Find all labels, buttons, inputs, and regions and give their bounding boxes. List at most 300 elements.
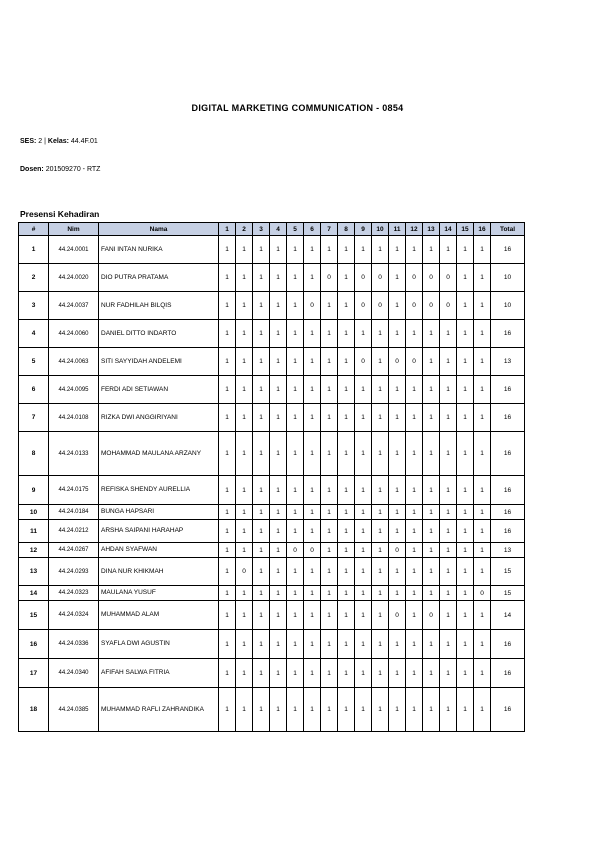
row-number: 16 [19, 630, 49, 659]
attendance-cell: 1 [287, 505, 304, 520]
attendance-cell: 1 [253, 558, 270, 586]
attendance-cell: 1 [474, 688, 491, 732]
column-header: 4 [270, 223, 287, 236]
attendance-cell: 1 [236, 601, 253, 630]
attendance-cell: 1 [440, 376, 457, 404]
attendance-cell: 1 [253, 543, 270, 558]
attendance-cell: 1 [423, 404, 440, 432]
attendance-cell: 1 [389, 432, 406, 476]
attendance-cell: 1 [270, 292, 287, 320]
attendance-cell: 1 [406, 586, 423, 601]
attendance-cell: 1 [457, 558, 474, 586]
student-id: 44.24.0060 [49, 320, 99, 348]
table-row [19, 348, 525, 376]
attendance-cell: 1 [287, 236, 304, 264]
attendance-cell: 1 [389, 376, 406, 404]
student-id: 44.24.0037 [49, 292, 99, 320]
attendance-cell: 1 [440, 348, 457, 376]
attendance-cell: 0 [304, 543, 321, 558]
attendance-cell: 1 [355, 520, 372, 543]
table-row [19, 432, 525, 476]
attendance-total: 15 [491, 558, 525, 586]
attendance-cell: 1 [287, 476, 304, 505]
column-header: 5 [287, 223, 304, 236]
attendance-cell: 1 [440, 320, 457, 348]
attendance-cell: 1 [423, 520, 440, 543]
attendance-cell: 1 [321, 688, 338, 732]
student-name: ARSHA SAIPANI HARAHAP [99, 520, 219, 543]
column-header: 9 [355, 223, 372, 236]
attendance-cell: 1 [270, 476, 287, 505]
table-row [19, 320, 525, 348]
attendance-cell: 1 [253, 630, 270, 659]
attendance-cell: 1 [321, 376, 338, 404]
attendance-cell: 1 [287, 320, 304, 348]
attendance-cell: 1 [372, 688, 389, 732]
document-title: DIGITAL MARKETING COMMUNICATION - 0854 [191, 103, 404, 113]
attendance-cell: 0 [423, 264, 440, 292]
attendance-cell: 1 [406, 630, 423, 659]
table-row [19, 236, 525, 264]
table-row [19, 601, 525, 630]
row-number: 11 [19, 520, 49, 543]
attendance-cell: 1 [423, 505, 440, 520]
table-row [19, 404, 525, 432]
attendance-cell: 1 [440, 601, 457, 630]
row-number: 12 [19, 543, 49, 558]
student-id: 44.24.0020 [49, 264, 99, 292]
attendance-cell: 1 [236, 292, 253, 320]
attendance-cell: 1 [287, 558, 304, 586]
attendance-cell: 1 [423, 558, 440, 586]
attendance-cell: 0 [440, 292, 457, 320]
attendance-cell: 0 [389, 601, 406, 630]
attendance-total: 16 [491, 376, 525, 404]
attendance-cell: 1 [338, 558, 355, 586]
attendance-cell: 1 [304, 558, 321, 586]
attendance-cell: 1 [253, 432, 270, 476]
attendance-cell: 1 [321, 505, 338, 520]
attendance-cell: 1 [304, 659, 321, 688]
attendance-cell: 1 [474, 376, 491, 404]
section-title: Presensi Kehadiran [20, 209, 100, 219]
attendance-cell: 1 [457, 320, 474, 348]
student-id: 44.24.0340 [49, 659, 99, 688]
attendance-cell: 1 [287, 404, 304, 432]
attendance-cell: 1 [457, 586, 474, 601]
attendance-cell: 1 [219, 558, 236, 586]
attendance-cell: 1 [389, 264, 406, 292]
attendance-cell: 1 [372, 558, 389, 586]
attendance-total: 16 [491, 476, 525, 505]
attendance-cell: 1 [338, 432, 355, 476]
attendance-cell: 1 [253, 601, 270, 630]
attendance-cell: 1 [372, 432, 389, 476]
attendance-cell: 1 [287, 630, 304, 659]
attendance-cell: 0 [474, 586, 491, 601]
column-header: 6 [304, 223, 321, 236]
attendance-total: 16 [491, 320, 525, 348]
column-header: 2 [236, 223, 253, 236]
student-name: NUR FADHILAH BILQIS [99, 292, 219, 320]
attendance-cell: 1 [423, 476, 440, 505]
attendance-cell: 1 [406, 659, 423, 688]
student-id: 44.24.0267 [49, 543, 99, 558]
attendance-cell: 1 [304, 348, 321, 376]
attendance-cell: 1 [219, 659, 236, 688]
attendance-total: 15 [491, 586, 525, 601]
attendance-cell: 1 [253, 264, 270, 292]
attendance-cell: 0 [389, 543, 406, 558]
attendance-cell: 1 [338, 601, 355, 630]
attendance-cell: 1 [389, 236, 406, 264]
attendance-cell: 1 [270, 543, 287, 558]
attendance-cell: 1 [372, 601, 389, 630]
attendance-cell: 1 [440, 476, 457, 505]
column-header: 3 [253, 223, 270, 236]
attendance-cell: 1 [474, 320, 491, 348]
table-row [19, 586, 525, 601]
attendance-cell: 1 [372, 543, 389, 558]
table-row [19, 476, 525, 505]
row-number: 4 [19, 320, 49, 348]
attendance-cell: 1 [457, 476, 474, 505]
attendance-total: 10 [491, 292, 525, 320]
attendance-cell: 1 [372, 586, 389, 601]
attendance-cell: 1 [355, 601, 372, 630]
attendance-cell: 1 [236, 520, 253, 543]
student-name: MAULANA YUSUF [99, 586, 219, 601]
row-number: 5 [19, 348, 49, 376]
attendance-cell: 1 [270, 348, 287, 376]
column-header: Nama [99, 223, 219, 236]
attendance-cell: 1 [253, 292, 270, 320]
attendance-cell: 1 [338, 543, 355, 558]
attendance-cell: 1 [457, 292, 474, 320]
attendance-cell: 1 [304, 432, 321, 476]
kelas-label: Kelas: [47, 138, 69, 145]
attendance-total: 16 [491, 630, 525, 659]
attendance-cell: 1 [304, 630, 321, 659]
student-name: MOHAMMAD MAULANA ARZANY [99, 432, 219, 476]
row-number: 9 [19, 476, 49, 505]
attendance-cell: 1 [219, 586, 236, 601]
student-id: 44.24.0323 [49, 586, 99, 601]
attendance-cell: 1 [236, 586, 253, 601]
attendance-cell: 1 [457, 432, 474, 476]
attendance-cell: 1 [236, 543, 253, 558]
attendance-cell: 1 [287, 432, 304, 476]
attendance-cell: 1 [474, 505, 491, 520]
attendance-cell: 1 [355, 543, 372, 558]
student-name: BUNGA HAPSARI [99, 505, 219, 520]
attendance-cell: 1 [287, 264, 304, 292]
attendance-cell: 1 [440, 558, 457, 586]
attendance-cell: 1 [406, 320, 423, 348]
row-number: 3 [19, 292, 49, 320]
attendance-cell: 1 [219, 688, 236, 732]
attendance-cell: 1 [355, 558, 372, 586]
attendance-cell: 1 [372, 376, 389, 404]
attendance-cell: 1 [423, 688, 440, 732]
attendance-cell: 1 [457, 505, 474, 520]
table-row [19, 543, 525, 558]
attendance-cell: 1 [440, 630, 457, 659]
attendance-cell: 1 [406, 543, 423, 558]
attendance-cell: 1 [338, 520, 355, 543]
attendance-cell: 1 [338, 505, 355, 520]
attendance-cell: 1 [440, 404, 457, 432]
attendance-cell: 1 [304, 601, 321, 630]
attendance-total: 16 [491, 404, 525, 432]
student-id: 44.24.0133 [49, 432, 99, 476]
attendance-cell: 1 [287, 601, 304, 630]
session-class-line: SES: 2 | Kelas: 44.4F.01 [20, 138, 98, 145]
table-row [19, 376, 525, 404]
column-header: 13 [423, 223, 440, 236]
attendance-cell: 1 [440, 236, 457, 264]
attendance-cell: 1 [406, 476, 423, 505]
attendance-cell: 1 [457, 630, 474, 659]
student-id: 44.24.0001 [49, 236, 99, 264]
attendance-cell: 1 [270, 659, 287, 688]
attendance-total: 10 [491, 264, 525, 292]
attendance-cell: 1 [338, 292, 355, 320]
table-body [19, 236, 525, 732]
attendance-cell: 1 [457, 264, 474, 292]
attendance-cell: 1 [219, 236, 236, 264]
ses-value: 2 [38, 138, 43, 145]
attendance-cell: 1 [219, 630, 236, 659]
attendance-cell: 1 [304, 520, 321, 543]
attendance-total: 13 [491, 348, 525, 376]
attendance-cell: 1 [270, 520, 287, 543]
attendance-cell: 1 [321, 659, 338, 688]
attendance-cell: 1 [423, 376, 440, 404]
attendance-cell: 1 [270, 586, 287, 601]
column-header: 16 [474, 223, 491, 236]
attendance-cell: 1 [338, 236, 355, 264]
attendance-cell: 1 [304, 688, 321, 732]
row-number: 1 [19, 236, 49, 264]
attendance-cell: 1 [355, 586, 372, 601]
attendance-cell: 1 [338, 264, 355, 292]
attendance-cell: 1 [270, 558, 287, 586]
attendance-cell: 1 [389, 688, 406, 732]
attendance-cell: 1 [270, 601, 287, 630]
attendance-cell: 1 [270, 376, 287, 404]
column-header: 10 [372, 223, 389, 236]
attendance-cell: 1 [321, 543, 338, 558]
attendance-cell: 1 [406, 376, 423, 404]
attendance-cell: 1 [406, 236, 423, 264]
attendance-cell: 1 [338, 404, 355, 432]
attendance-cell: 1 [287, 586, 304, 601]
attendance-cell: 1 [219, 292, 236, 320]
kelas-value: 44.4F.01 [70, 138, 98, 145]
attendance-cell: 1 [372, 505, 389, 520]
attendance-cell: 0 [389, 348, 406, 376]
attendance-cell: 1 [321, 520, 338, 543]
attendance-cell: 1 [355, 630, 372, 659]
attendance-cell: 1 [406, 404, 423, 432]
row-number: 13 [19, 558, 49, 586]
student-name: REFISKA SHENDY AURELLIA [99, 476, 219, 505]
table-row [19, 505, 525, 520]
student-id: 44.24.0293 [49, 558, 99, 586]
dosen-label: Dosen: [20, 166, 44, 173]
attendance-cell: 1 [287, 520, 304, 543]
attendance-cell: 1 [440, 505, 457, 520]
attendance-cell: 1 [236, 630, 253, 659]
attendance-cell: 1 [389, 505, 406, 520]
student-name: AHDAN SYAFWAN [99, 543, 219, 558]
lecturer-line [20, 166, 100, 173]
attendance-cell: 1 [457, 404, 474, 432]
attendance-cell: 1 [236, 476, 253, 505]
dosen-value: 201509270 - RTZ [45, 166, 101, 173]
attendance-cell: 1 [355, 432, 372, 476]
attendance-cell: 1 [304, 404, 321, 432]
attendance-cell: 1 [270, 320, 287, 348]
attendance-cell: 1 [304, 505, 321, 520]
student-id: 44.24.0336 [49, 630, 99, 659]
row-number: 18 [19, 688, 49, 732]
attendance-cell: 0 [355, 348, 372, 376]
attendance-cell: 1 [236, 432, 253, 476]
student-id: 44.24.0212 [49, 520, 99, 543]
attendance-cell: 1 [406, 505, 423, 520]
attendance-cell: 0 [355, 264, 372, 292]
attendance-cell: 1 [474, 292, 491, 320]
attendance-cell: 1 [219, 376, 236, 404]
attendance-cell: 1 [287, 376, 304, 404]
attendance-total: 16 [491, 236, 525, 264]
attendance-cell: 1 [253, 505, 270, 520]
attendance-cell: 1 [219, 543, 236, 558]
attendance-cell: 1 [440, 543, 457, 558]
attendance-cell: 1 [304, 586, 321, 601]
attendance-cell: 0 [406, 348, 423, 376]
attendance-cell: 1 [474, 543, 491, 558]
attendance-cell: 1 [457, 659, 474, 688]
attendance-cell: 1 [304, 476, 321, 505]
row-number: 7 [19, 404, 49, 432]
attendance-cell: 1 [219, 320, 236, 348]
attendance-cell: 1 [423, 348, 440, 376]
table-row [19, 630, 525, 659]
attendance-cell: 1 [338, 376, 355, 404]
attendance-cell: 1 [321, 630, 338, 659]
attendance-cell: 1 [236, 320, 253, 348]
attendance-cell: 1 [304, 264, 321, 292]
attendance-cell: 1 [457, 520, 474, 543]
attendance-cell: 0 [321, 264, 338, 292]
attendance-cell: 1 [321, 292, 338, 320]
attendance-cell: 1 [321, 476, 338, 505]
attendance-cell: 1 [423, 432, 440, 476]
row-number: 6 [19, 376, 49, 404]
student-name: DANIEL DITTO INDARTO [99, 320, 219, 348]
attendance-cell: 1 [389, 659, 406, 688]
attendance-cell: 1 [253, 236, 270, 264]
attendance-cell: 1 [355, 659, 372, 688]
attendance-cell: 1 [389, 586, 406, 601]
attendance-cell: 1 [372, 659, 389, 688]
attendance-cell: 1 [321, 348, 338, 376]
attendance-cell: 1 [236, 404, 253, 432]
attendance-cell: 1 [372, 404, 389, 432]
attendance-cell: 1 [321, 601, 338, 630]
row-number: 17 [19, 659, 49, 688]
attendance-cell: 1 [253, 688, 270, 732]
student-name: RIZKA DWI ANGGIRIYANI [99, 404, 219, 432]
attendance-cell: 0 [406, 264, 423, 292]
attendance-cell: 1 [287, 348, 304, 376]
attendance-cell: 1 [440, 688, 457, 732]
attendance-cell: 1 [304, 376, 321, 404]
attendance-cell: 1 [219, 505, 236, 520]
attendance-cell: 1 [474, 520, 491, 543]
attendance-cell: 0 [440, 264, 457, 292]
attendance-cell: 1 [338, 659, 355, 688]
row-number: 8 [19, 432, 49, 476]
attendance-cell: 1 [355, 404, 372, 432]
column-header: 8 [338, 223, 355, 236]
attendance-cell: 1 [321, 432, 338, 476]
attendance-cell: 1 [355, 505, 372, 520]
column-header: # [19, 223, 49, 236]
attendance-cell: 0 [355, 292, 372, 320]
row-number: 2 [19, 264, 49, 292]
attendance-cell: 1 [321, 586, 338, 601]
attendance-cell: 1 [474, 558, 491, 586]
column-header: 12 [406, 223, 423, 236]
attendance-cell: 1 [338, 348, 355, 376]
attendance-total: 16 [491, 520, 525, 543]
attendance-cell: 1 [355, 688, 372, 732]
attendance-cell: 1 [321, 558, 338, 586]
attendance-cell: 1 [474, 348, 491, 376]
attendance-cell: 1 [236, 376, 253, 404]
attendance-table [18, 222, 525, 732]
attendance-total: 16 [491, 688, 525, 732]
attendance-cell: 1 [355, 320, 372, 348]
attendance-cell: 1 [389, 558, 406, 586]
attendance-cell: 1 [372, 476, 389, 505]
attendance-cell: 1 [389, 476, 406, 505]
attendance-cell: 0 [287, 543, 304, 558]
student-id: 44.24.0175 [49, 476, 99, 505]
attendance-cell: 1 [253, 320, 270, 348]
attendance-cell: 1 [474, 432, 491, 476]
table-row [19, 292, 525, 320]
attendance-cell: 1 [253, 520, 270, 543]
student-id: 44.24.0095 [49, 376, 99, 404]
attendance-cell: 1 [406, 432, 423, 476]
student-name: FANI INTAN NURIKA [99, 236, 219, 264]
table-row [19, 659, 525, 688]
student-name: DINA NUR KHIKMAH [99, 558, 219, 586]
attendance-total: 16 [491, 505, 525, 520]
attendance-cell: 1 [423, 543, 440, 558]
row-number: 10 [19, 505, 49, 520]
student-id: 44.24.0184 [49, 505, 99, 520]
attendance-cell: 1 [219, 476, 236, 505]
attendance-cell: 0 [372, 292, 389, 320]
attendance-cell: 1 [389, 630, 406, 659]
attendance-cell: 1 [236, 688, 253, 732]
